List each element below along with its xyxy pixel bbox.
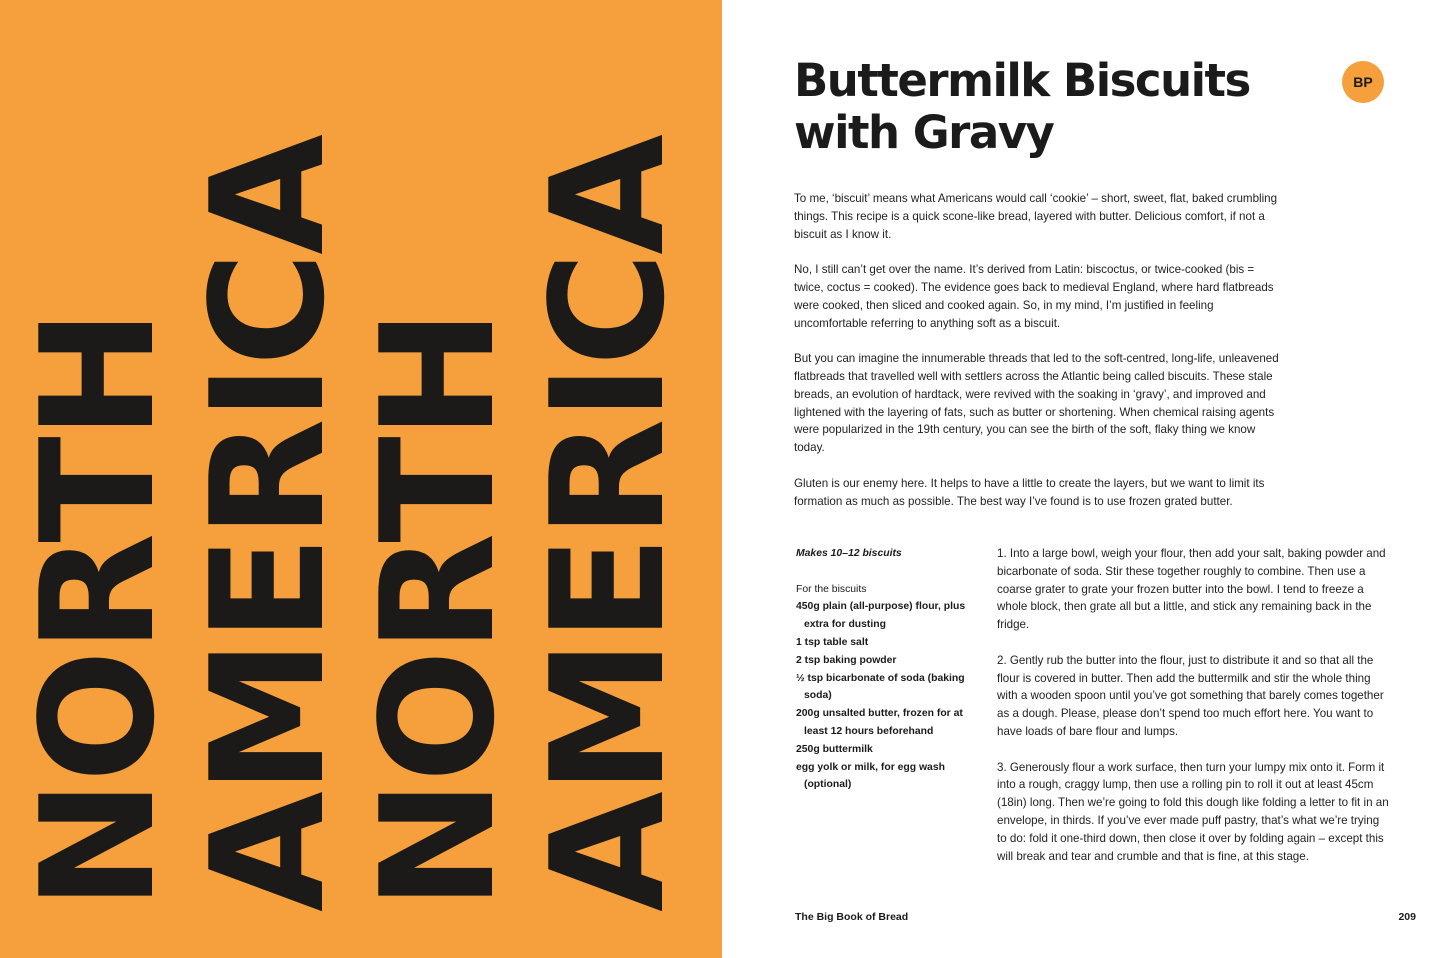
ingredient-item: 200g unsalted butter, frozen for at least 12 hours beforehand xyxy=(796,708,963,737)
vertical-word-america: AMERICA xyxy=(177,137,359,912)
intro-paragraph: To me, ‘biscuit’ means what Americans would call ‘cookie’ – short, sweet, flat, baked crumbling things. This recipe is a quick scone-like bread, layered with butter. Delicious comfort, if not a biscuit as I know it. xyxy=(794,192,1278,241)
method-column xyxy=(997,545,1389,883)
ingredients-column xyxy=(796,545,976,794)
page-number: 209 xyxy=(1398,911,1416,923)
recipe-intro xyxy=(794,190,1284,528)
recipe-title xyxy=(794,55,1314,159)
recipe-page xyxy=(722,0,1445,958)
yield-label: Makes 10–12 biscuits xyxy=(796,548,902,559)
intro-paragraph: Gluten is our enemy here. It helps to have a little to create the layers, but we want to limit its formation as much as possible. The best way I’ve found is to use frozen grated butter. xyxy=(794,476,1265,508)
ingredient-item: 1 tsp table salt xyxy=(796,636,869,648)
method-step: 2. Gently rub the butter into the flour, just to distribute it and so that all the flour is covered in butter. Then add the buttermilk and stir the whole thing with a wooden spoon until you’ve got something that barely comes together as a dough. Please, please don’t spend too much effort here. You want to have loads of bare flour and lumps. xyxy=(997,653,1384,738)
category-badge: BP xyxy=(1342,61,1384,103)
vertical-word-america: AMERICA xyxy=(517,137,699,912)
method-step: 3. Generously flour a work surface, then turn your lumpy mix onto it. Form it into a rough, craggy lump, then use a rolling pin to roll it out at least 45cm (18in) long. Then we’re going to fold this dough like folding a letter to fit in an envelope, in thirds. If you’ve ever made puff pastry, that’s what we’re trying to do: fold it one-third down, then close it over by folding again – except this will break and tear and crumble and that is fine, at this stage. xyxy=(997,760,1389,863)
vertical-word-north: NORTH xyxy=(347,311,529,910)
section-divider-page xyxy=(0,0,722,958)
intro-paragraph: But you can imagine the innumerable threads that led to the soft-centred, long-life, unleavened flatbreads that travelled well with settlers across the Atlantic being called biscuits. These stale breads, an evolution of hardtack, were revived with the soaking in ‘gravy’, and improved and lightened with the layering of fats, such as butter or shortening. When chemical raising agents were popularized in the 19th century, you can see the birth of the soft, flaky thing we know today. xyxy=(794,352,1279,455)
intro-paragraph: No, I still can’t get over the name. It’s derived from Latin: biscoctus, or twice-cooked (bis = twice, coctus = cooked). The evidence goes back to medieval England, where hard flatbreads were cooked, then sliced and cooked again. So, in my mind, I’m justified in feeling uncomfortable referring to anything soft as a biscuit. xyxy=(794,263,1274,330)
book-title-footer: The Big Book of Bread xyxy=(795,911,909,923)
recipe-title-line2: with Gravy xyxy=(794,106,1054,159)
vertical-word-north: NORTH xyxy=(7,311,189,910)
ingredient-item: 2 tsp baking powder xyxy=(796,654,897,666)
ingredients-heading: For the biscuits xyxy=(796,583,867,595)
ingredient-item: 450g plain (all-purpose) flour, plus extra for dusting xyxy=(796,601,966,631)
recipe-title-line1: Buttermilk Biscuits xyxy=(794,54,1250,107)
ingredient-item: 250g buttermilk xyxy=(796,743,873,755)
ingredient-item: egg yolk or milk, for egg wash (optional) xyxy=(796,761,945,791)
ingredient-item: ½ tsp bicarbonate of soda (baking soda) xyxy=(796,672,965,702)
method-step: 1. Into a large bowl, weigh your flour, then add your salt, baking powder and bicarbonate of soda. Stir these together roughly to combine. Then use a coarse grater to grate your frozen butter into the bowl. I tend to freeze a whole block, then grate all but a little, and stick any remaining back in the fridge. xyxy=(997,547,1386,632)
ingredients-list xyxy=(796,598,976,794)
